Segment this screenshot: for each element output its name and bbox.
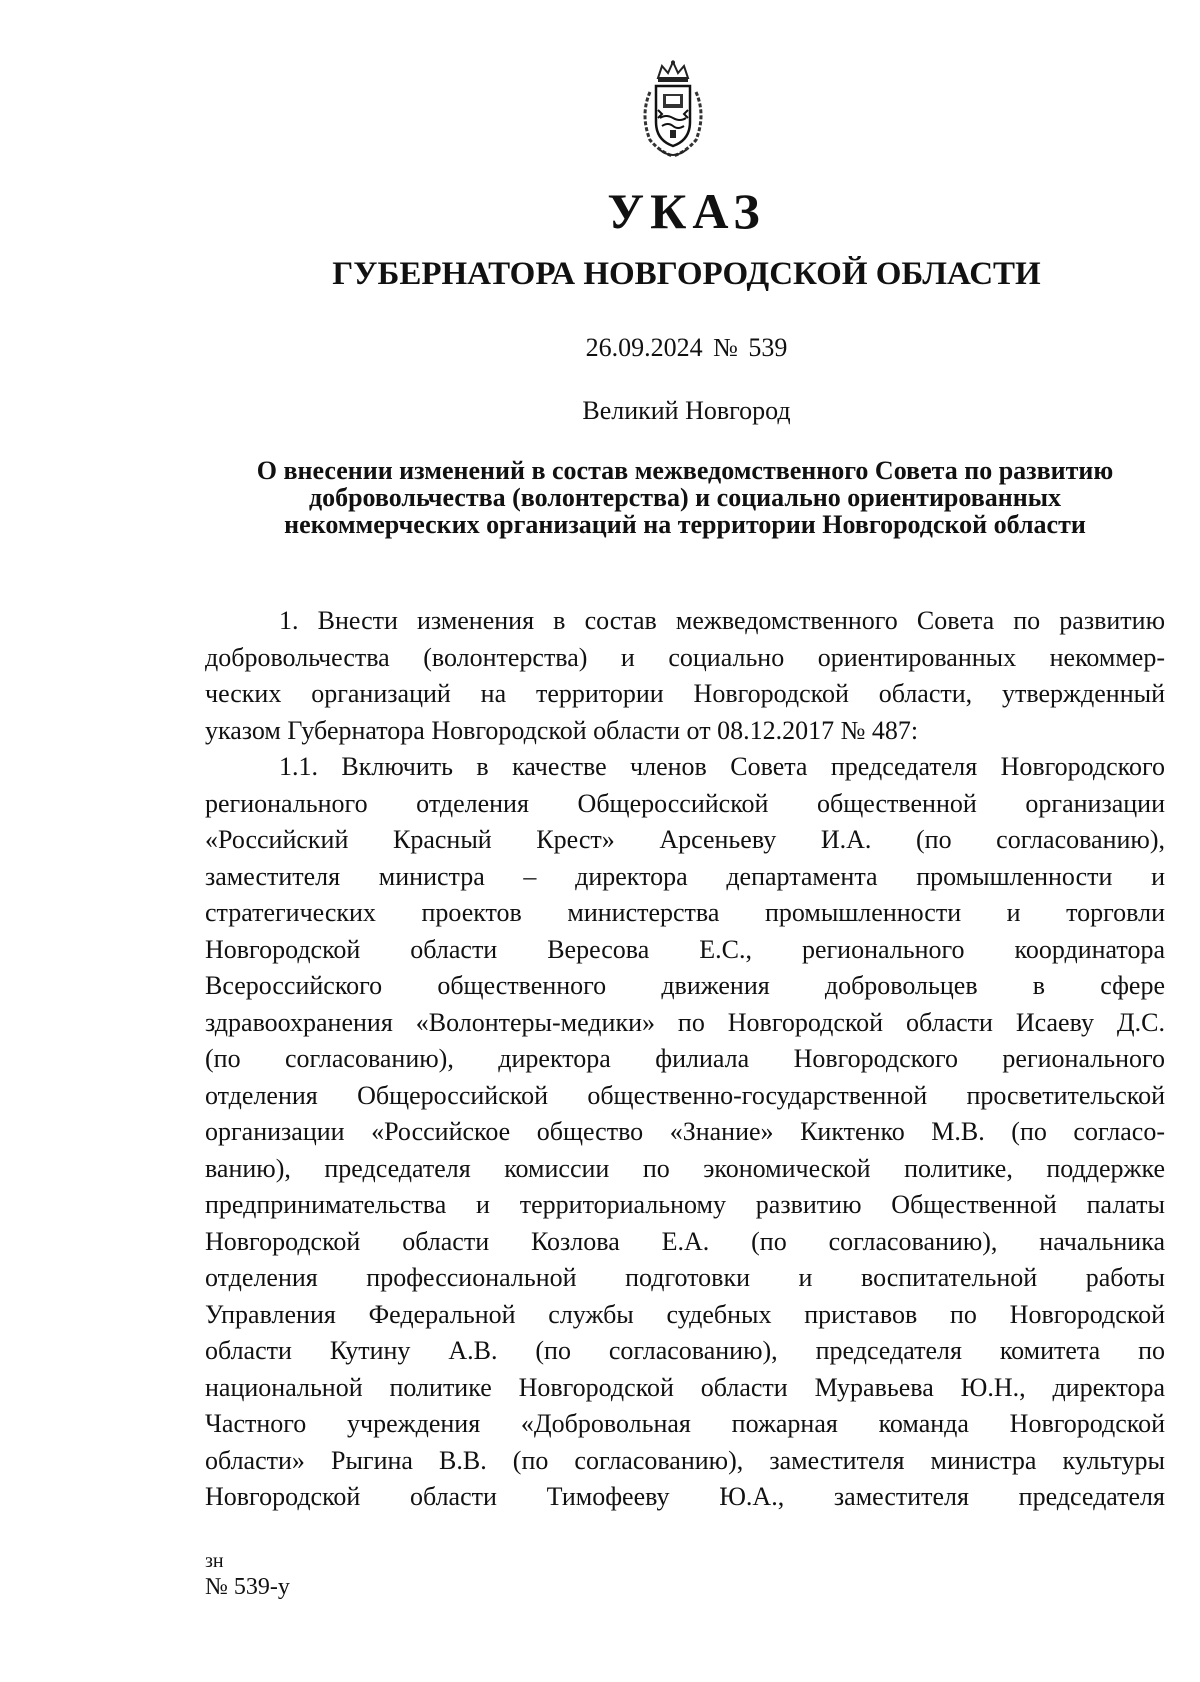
document-footer bbox=[205, 1548, 290, 1600]
executor-initials: зн bbox=[205, 1550, 224, 1572]
decree-heading bbox=[205, 457, 1165, 538]
body-line: добровольчества (волонтерства) и социально ориентированных некоммер- bbox=[205, 642, 1165, 672]
body-line: указом Губернатора Новгородской области от 08.12.2017 № 487: bbox=[205, 715, 919, 745]
body-line: регионального отделения Общероссийской общественной организации bbox=[205, 788, 1165, 818]
body-line: (по согласованию), директора филиала Новгородского регионального bbox=[205, 1044, 1165, 1073]
body-line: заместителя министра – директора департамента промышленности и bbox=[205, 861, 1165, 891]
body-line: ванию), председателя комиссии по экономической политике, поддержке bbox=[205, 1153, 1165, 1183]
heading-line: О внесении изменений в состав межведомственного Совета по развитию bbox=[256, 456, 1114, 485]
place-of-issue: Великий Новгород bbox=[582, 396, 791, 425]
body-line: области» Рыгина В.В. (по согласованию), заместителя министра культуры bbox=[205, 1445, 1165, 1475]
body-line: 1.1. Включить в качестве членов Совета председателя Новгородского bbox=[279, 752, 1165, 781]
body-line: национальной политике Новгородской области Муравьева Ю.Н., директора bbox=[205, 1372, 1165, 1402]
body-line: 1. Внести изменения в состав межведомственного Совета по развитию bbox=[279, 606, 1165, 635]
body-line: Частного учреждения «Добровольная пожарная команда Новгородской bbox=[205, 1409, 1165, 1438]
body-line: Всероссийского общественного движения добровольцев в сфере bbox=[205, 971, 1165, 1000]
body-line: «Российский Красный Крест» Арсеньеву И.А. (по согласованию), bbox=[205, 825, 1165, 854]
body-line: Управления Федеральной службы судебных приставов по Новгородской bbox=[205, 1299, 1165, 1329]
body-line: стратегических проектов министерства промышленности и торговли bbox=[205, 898, 1165, 927]
date-and-number: 26.09.2024 № 539 bbox=[585, 333, 788, 362]
decree-body bbox=[205, 603, 1165, 1516]
body-line: здравоохранения «Волонтеры-медики» по Новгородской области Исаеву Д.С. bbox=[205, 1007, 1165, 1037]
body-line: организации «Российское общество «Знание» Киктенко М.В. (по согласо- bbox=[205, 1117, 1165, 1146]
body-line: ческих организаций на территории Новгородской области, утвержденный bbox=[205, 679, 1165, 708]
body-line: Новгородской области Козлова Е.А. (по согласованию), начальника bbox=[205, 1226, 1165, 1256]
document-title: УКАЗ bbox=[607, 183, 766, 239]
coat-of-arms-icon bbox=[636, 60, 710, 160]
body-line: отделения профессиональной подготовки и воспитательной работы bbox=[205, 1263, 1165, 1292]
heading-line: добровольчества (волонтерства) и социально ориентированных bbox=[308, 483, 1062, 512]
footer-doc-number: № 539-у bbox=[205, 1574, 290, 1600]
heading-line: некоммерческих организаций на территории Новгородской области bbox=[284, 510, 1086, 539]
body-line: Новгородской области Вересова Е.С., регионального координатора bbox=[205, 934, 1165, 964]
body-line: Новгородской области Тимофееву Ю.А., заместителя председателя bbox=[205, 1482, 1165, 1511]
body-line: области Кутину А.В. (по согласованию), председателя комитета по bbox=[205, 1336, 1165, 1365]
body-line: предпринимательства и территориальному развитию Общественной палаты bbox=[205, 1190, 1165, 1219]
body-line: отделения Общероссийской общественно-государственной просветительской bbox=[205, 1080, 1165, 1110]
issuer-title: ГУБЕРНАТОРА НОВГОРОДСКОЙ ОБЛАСТИ bbox=[332, 256, 1041, 292]
